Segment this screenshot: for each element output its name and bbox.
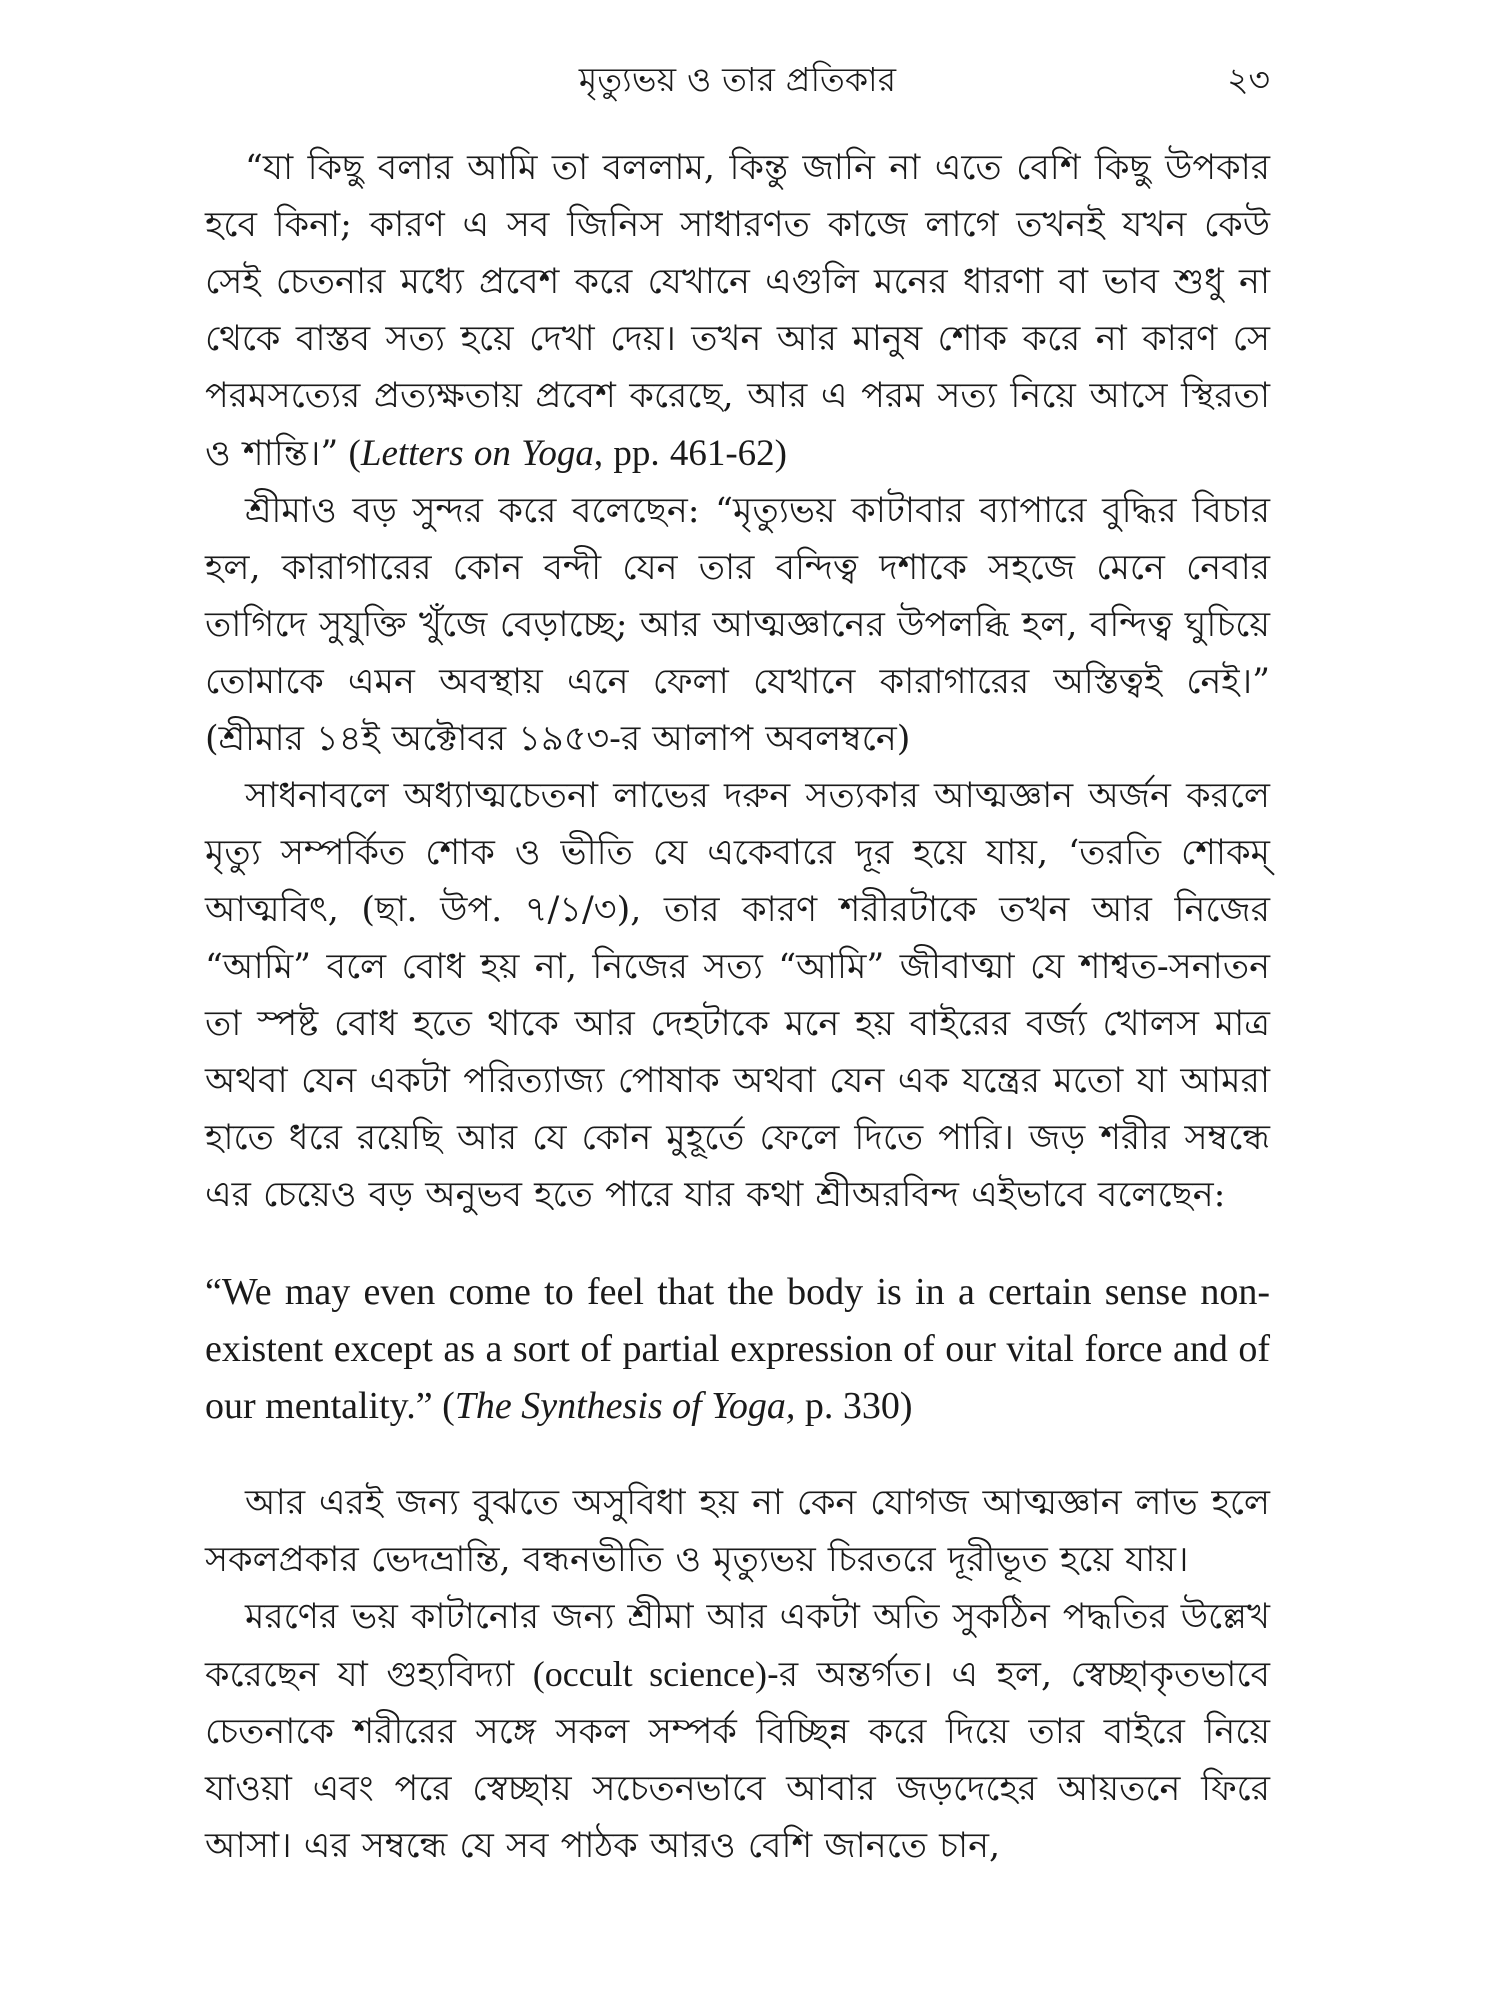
citation-pages: , pp. 461-62) xyxy=(593,433,787,474)
citation-letters-on-yoga xyxy=(338,433,787,474)
paragraph-text: “যা কিছু বলার আমি তা বললাম, কিন্তু জানি না এতে বেশি কিছু উপকার হবে কিনা; কারণ এ সব জিনিস সাধারণত কাজে লাগে তখনই যখন কেউ সেই চেতনার মধ্যে প্রবেশ করে যেখানে এগুলি মনের ধারণা বা ভাব শুধু না থেকে বাস্তব সত্য হয়ে দেখা দেয়। তখন আর মানুষ শোক করে না কারণ সে পরমসত্যের প্রত্যক্ষতায় প্রবেশ করেছে, আর এ পরম সত্য নিয়ে আসে স্থিরতা ও শান্তি।” xyxy=(205,148,1270,474)
quote-text: “We may even come to feel that the body is in a certain sense non-existent except as a sort of partial expression of our vital force and of our mentality.” xyxy=(205,1271,1270,1427)
paragraph-text: শ্রীমাও বড় সুন্দর করে বলেছেন: “মৃত্যুভয় কাটাবার ব্যাপারে বুদ্ধির বিচার হল, কারাগারের কোন বন্দী যেন তার বন্দিত্ব দশাকে সহজে মেনে নেবার তাগিদে সুযুক্তি খুঁজে বেড়াচ্ছে; আর আত্মজ্ঞানের উপলব্ধি হল, বন্দিত্ব ঘুচিয়ে তোমাকে এমন অবস্থায় এনে ফেলা যেখানে কারাগারের অস্তিত্বই নেই।” (শ্রীমার ১৪ই অক্টোবর ১৯৫৩-র আলাপ অবলম্বনে) xyxy=(205,491,1270,759)
paragraph-text: সাধনাবলে অধ্যাত্মচেতনা লাভের দরুন সত্যকার আত্মজ্ঞান অর্জন করলে মৃত্যু সম্পর্কিত শোক ও ভীতি যে একেবারে দূর হয়ে যায়, ‘তরতি শোকম্ আত্মবিৎ, (ছা. উপ. ৭/১/৩), তার কারণ শরীরটাকে তখন আর নিজের “আমি” বলে বোধ হয় না, নিজের সত্য “আমি” জীবাত্মা যে শাশ্বত-সনাতন তা স্পষ্ট বোধ হতে থাকে আর দেহটাকে মনে হয় বাইরের বর্জ্য খোলস মাত্র অথবা যেন একটা পরিত্যাজ্য পোষাক অথবা যেন এক যন্ত্রের মতো যা আমরা হাতে ধরে রয়েছি আর যে কোন মুহূর্তে ফেলে দিতে পারি। জড় শরীর সম্বন্ধে এর চেয়েও বড় অনুভব হতে পারে যার কথা শ্রীঅরবিন্দ এইভাবে বলেছেন: xyxy=(205,776,1270,1215)
quote-citation-title: The Synthesis of Yoga, xyxy=(454,1385,796,1427)
running-header xyxy=(205,50,1270,120)
page-number: ২৩ xyxy=(1227,60,1270,99)
paragraph-letters-quote xyxy=(205,140,1270,483)
english-quote-block xyxy=(205,1264,1270,1435)
citation-open: ( xyxy=(338,433,361,474)
body-text xyxy=(205,140,1270,1875)
paragraph-occult-method xyxy=(205,1589,1270,1875)
running-header-title: মৃত্যুভয় ও তার প্রতিকার xyxy=(578,60,897,99)
paragraph-text-before: মরণের ভয় কাটানোর জন্য শ্রীমা আর একটা অতি সুকঠিন পদ্ধতির উল্লেখ করেছেন যা গুহ্যবিদ্যা xyxy=(205,1597,1270,1695)
occult-science-term: (occult science) xyxy=(532,1654,767,1694)
paragraph-sri-ma xyxy=(205,483,1270,768)
paragraph-conclusion xyxy=(205,1475,1270,1589)
paragraph-self-knowledge xyxy=(205,768,1270,1224)
quote-citation-open: ( xyxy=(432,1385,455,1427)
english-quote xyxy=(205,1264,1270,1435)
paragraph-text-after: -র অন্তর্গত। এ হল, স্বেচ্ছাকৃতভাবে চেতনাকে শরীরের সঙ্গে সকল সম্পর্ক বিচ্ছিন্ন করে দিয়ে তার বাইরে নিয়ে যাওয়া এবং পরে স্বেচ্ছায় সচেতনভাবে আবার জড়দেহের আয়তনে ফিরে আসা। এর সম্বন্ধে যে সব পাঠক আরও বেশি জানতে চান, xyxy=(205,1655,1270,1866)
quote-citation-page: p. 330) xyxy=(795,1385,913,1427)
citation-title: Letters on Yoga xyxy=(360,433,594,474)
paragraph-text: আর এরই জন্য বুঝতে অসুবিধা হয় না কেন যোগজ আত্মজ্ঞান লাভ হলে সকলপ্রকার ভেদভ্রান্তি, বন্ধনভীতি ও মৃত্যুভয় চিরতরে দূরীভূত হয়ে যায়। xyxy=(205,1483,1270,1580)
book-page xyxy=(205,50,1270,1970)
